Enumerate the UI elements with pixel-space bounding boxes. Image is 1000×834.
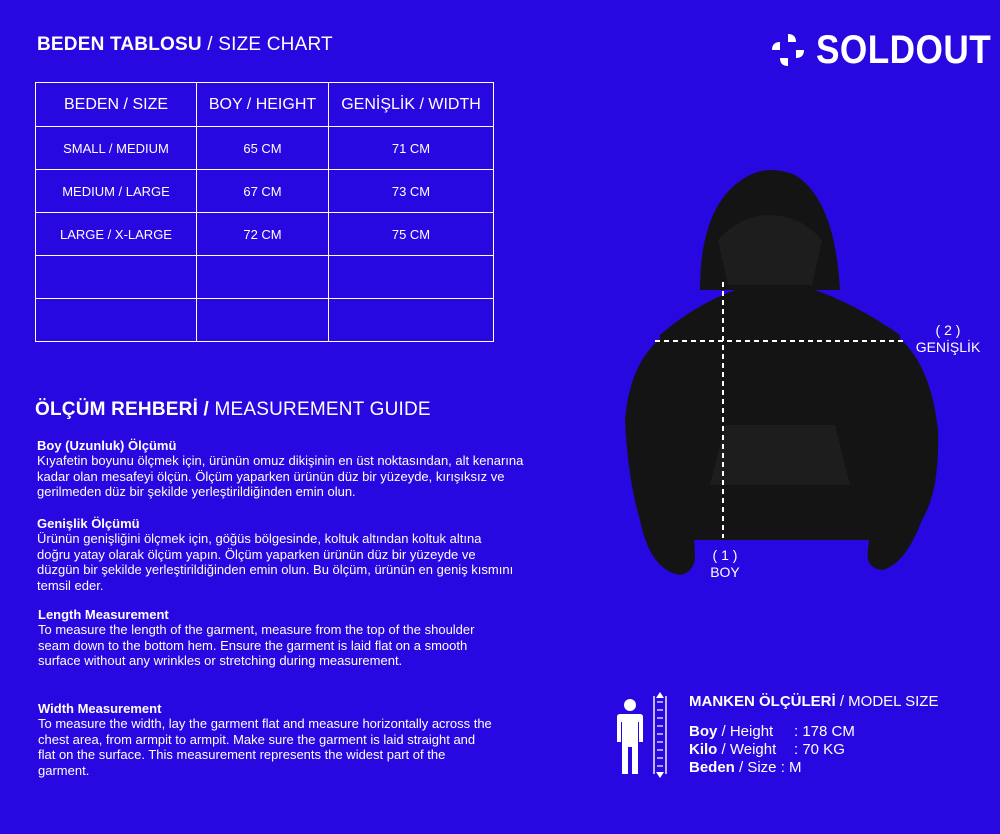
table-cell — [36, 256, 197, 299]
table-cell — [329, 256, 494, 299]
width-marker-label: GENİŞLİK — [915, 339, 981, 355]
model-row-weight — [689, 741, 949, 759]
guide-section-length-en — [38, 607, 493, 669]
pinwheel-logo-icon — [770, 32, 806, 68]
model-row-label-rest: / Height — [717, 723, 774, 740]
guide-section-width-tr — [37, 516, 517, 593]
model-row-label-bold: Kilo — [689, 741, 718, 758]
guide-section-title: Length Measurement — [38, 607, 169, 622]
model-row-value: : 70 KG — [794, 741, 845, 758]
model-row-label-bold: Boy — [689, 723, 718, 740]
guide-section-body: Kıyafetin boyunu ölçmek için, ürünün omuz dikişinin en üst noktasından, alt kenarına kadar olan mesafeyi ölçün. Ölçüm yaparken ürünün düz bir yüzeyde, kırışıksız ve gerilmeden düz bir şekilde yerleştirildiğinden emin olun. — [37, 453, 524, 499]
brand-logo-text: SOLDOUT — [816, 28, 992, 72]
size-chart-title — [37, 34, 333, 56]
model-row-value: : M — [780, 759, 802, 776]
model-row-height — [689, 723, 949, 741]
table-cell: SMALL / MEDIUM — [36, 127, 197, 170]
hoodie-image — [600, 160, 950, 590]
size-chart-title-rest: / SIZE CHART — [201, 34, 333, 55]
table-cell: 73 CM — [329, 170, 494, 213]
width-marker-number: ( 2 ) — [935, 322, 961, 338]
guide-section-body: To measure the width, lay the garment flat and measure horizontally across the chest area, from armpit to armpit. Make sure the garment is laid straight and flat on the surface. This measurement represents the widest part of the garment. — [38, 716, 492, 778]
size-chart-title-bold: BEDEN TABLOSU — [37, 34, 202, 55]
measurement-guide-title-rest: MEASUREMENT GUIDE — [209, 399, 431, 420]
model-size-title-bold: MANKEN ÖLÇÜLERİ — [689, 693, 836, 710]
measurement-guide-title — [35, 399, 431, 421]
table-cell: 65 CM — [197, 127, 329, 170]
table-header-width: GENİŞLİK / WIDTH — [329, 83, 494, 127]
person-height-icon — [612, 692, 674, 778]
brand-logo — [770, 30, 1000, 70]
table-cell: 67 CM — [197, 170, 329, 213]
table-cell: 72 CM — [197, 213, 329, 256]
model-row-value: : 178 CM — [794, 723, 855, 740]
guide-section-body: To measure the length of the garment, measure from the top of the shoulder seam down to the bottom hem. Ensure the garment is laid flat on a smooth surface without any wrinkles or stretching during measurement. — [38, 622, 475, 668]
guide-section-title: Genişlik Ölçümü — [37, 516, 140, 531]
table-row — [36, 170, 494, 213]
model-size-title — [689, 693, 938, 710]
table-header-height: BOY / HEIGHT — [197, 83, 329, 127]
table-header-row — [36, 83, 494, 127]
table-row — [36, 256, 494, 299]
table-cell: LARGE / X-LARGE — [36, 213, 197, 256]
measurement-guide-title-bold: ÖLÇÜM REHBERİ / — [35, 399, 209, 420]
model-row-label-bold: Beden — [689, 759, 735, 776]
guide-section-body: Ürünün genişliğini ölçmek için, göğüs bölgesinde, koltuk altından koltuk altına doğru yatay olarak ölçüm yapın. Ölçüm yaparken ürünün düz bir yüzeyde ve düzgün bir şekilde yerleştirildiğinden emin olun. Bu ölçüm, ürünün en geniş kısmını temsil eder. — [37, 531, 514, 593]
guide-section-width-en — [38, 701, 493, 778]
table-row — [36, 213, 494, 256]
table-cell — [36, 299, 197, 342]
height-marker — [690, 547, 760, 581]
model-row-label-rest: / Size — [734, 759, 777, 776]
model-row-label-rest: / Weight — [717, 741, 777, 758]
model-row-size — [689, 759, 949, 777]
guide-section-title: Boy (Uzunluk) Ölçümü — [37, 438, 177, 453]
guide-section-title: Width Measurement — [38, 701, 162, 716]
table-cell: 75 CM — [329, 213, 494, 256]
table-cell — [197, 256, 329, 299]
table-cell — [329, 299, 494, 342]
table-cell: MEDIUM / LARGE — [36, 170, 197, 213]
table-row — [36, 299, 494, 342]
table-row — [36, 127, 494, 170]
width-marker — [908, 322, 988, 356]
model-size-title-rest: / MODEL SIZE — [835, 693, 939, 710]
size-table — [35, 82, 494, 342]
table-header-size: BEDEN / SIZE — [36, 83, 197, 127]
guide-section-length-tr — [37, 438, 547, 500]
table-cell: 71 CM — [329, 127, 494, 170]
height-marker-number: ( 1 ) — [712, 547, 738, 563]
height-marker-label: BOY — [710, 564, 740, 580]
model-measurements — [689, 723, 949, 777]
table-cell — [197, 299, 329, 342]
